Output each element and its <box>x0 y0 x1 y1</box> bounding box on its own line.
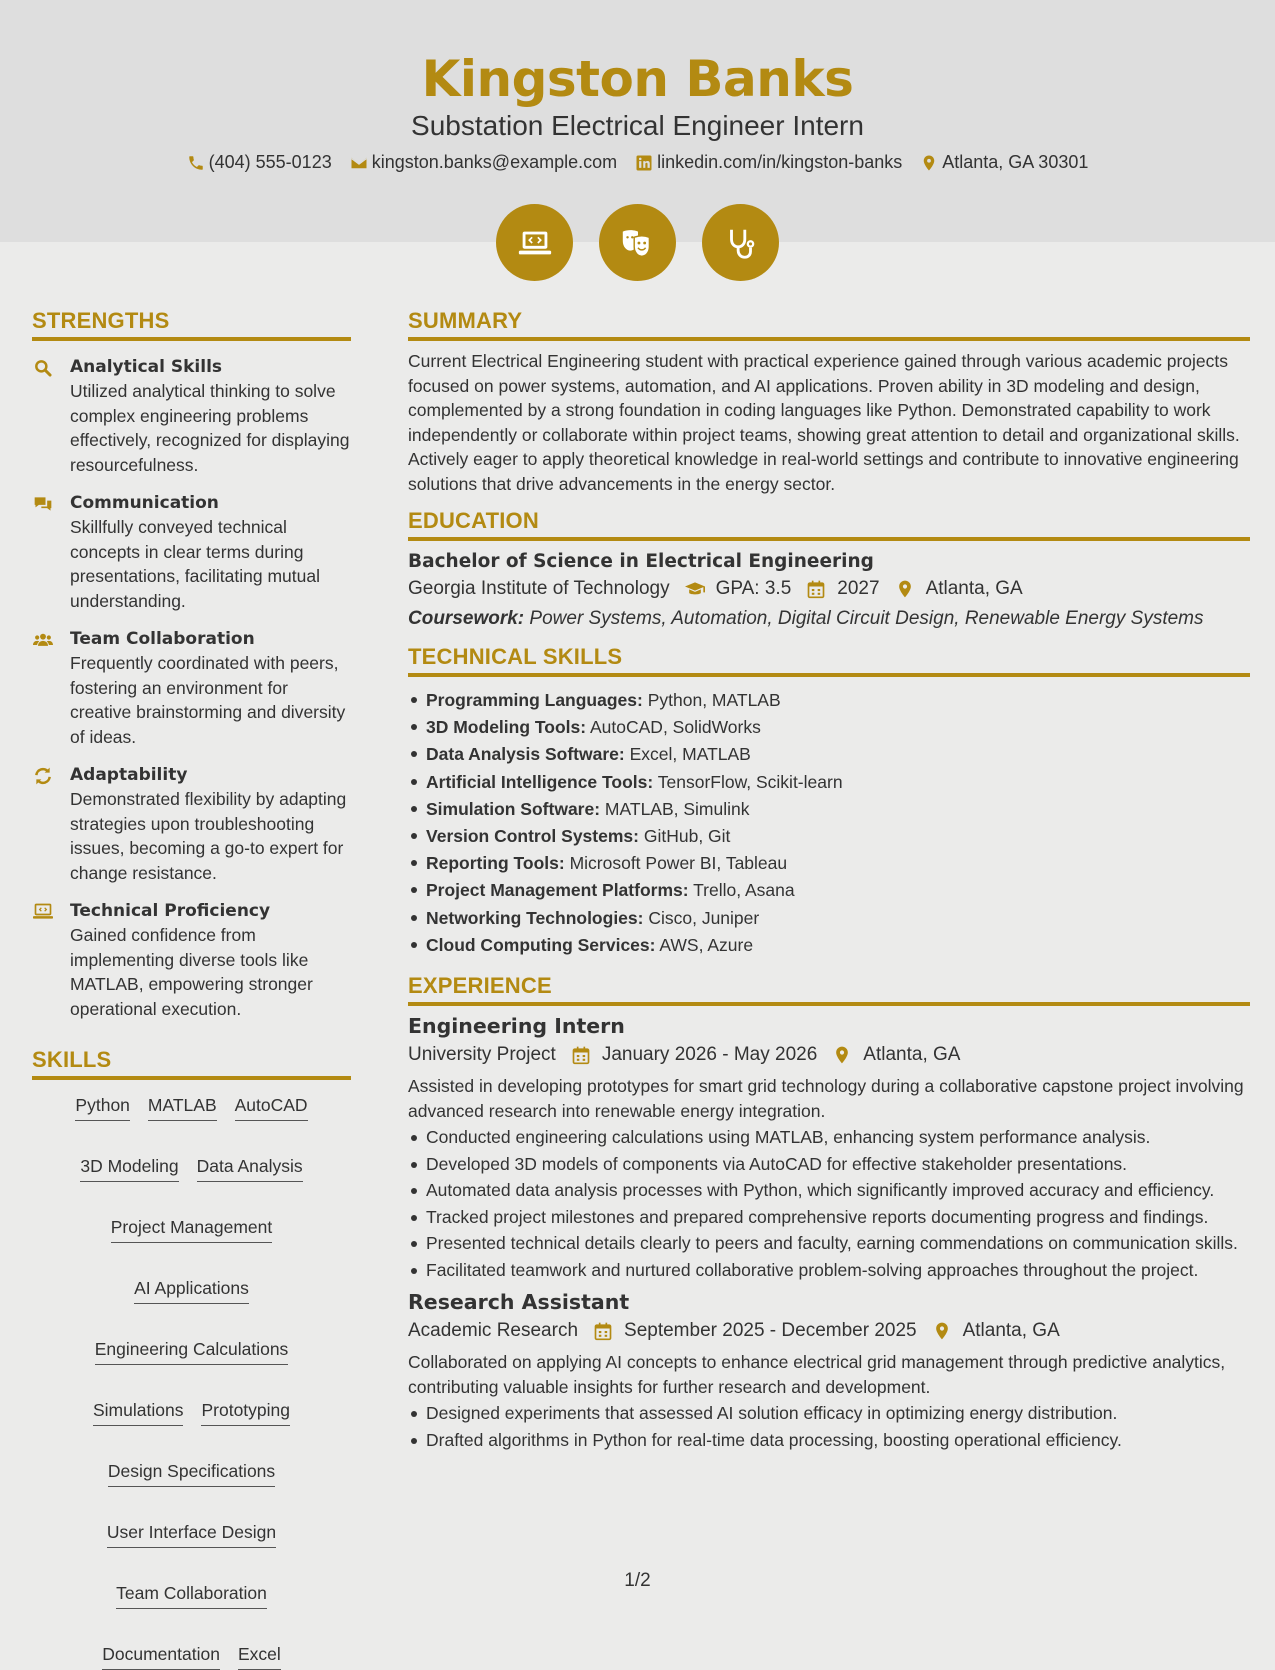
users-icon <box>32 630 54 650</box>
laptop-code-icon <box>516 224 554 262</box>
candidate-name: Kingston Banks <box>421 50 854 108</box>
list-item <box>408 687 1250 714</box>
location-text: Atlanta, GA 30301 <box>942 152 1089 172</box>
tech-label: 3D Modeling Tools: <box>426 717 587 738</box>
list-item: Presented technical details clearly to peers and faculty, earning commendations on communication skills. <box>408 1231 1250 1256</box>
skill-tag: Documentation <box>102 1643 220 1670</box>
skill-tag: 3D Modeling <box>80 1155 178 1182</box>
left-column <box>32 308 351 1670</box>
map-marker-icon <box>931 1321 953 1341</box>
job-location: Atlanta, GA <box>962 1320 1060 1342</box>
tech-label: Artificial Intelligence Tools: <box>426 771 654 792</box>
skill-tag: Team Collaboration <box>116 1582 267 1609</box>
search-icon <box>32 358 54 378</box>
skill-tag: AI Applications <box>134 1277 249 1304</box>
school-name: Georgia Institute of Technology <box>408 578 670 599</box>
education-meta <box>408 578 1250 600</box>
strength-desc: Skillfully conveyed technical concepts in clear terms during presentations, facilitating mutual understanding. <box>70 517 320 611</box>
tech-value: Cisco, Juniper <box>648 907 760 928</box>
coursework <box>408 608 1250 630</box>
calendar-icon <box>570 1045 592 1065</box>
list-item <box>408 877 1250 904</box>
education-heading: EDUCATION <box>408 508 1250 541</box>
theater-masks-icon <box>619 224 657 262</box>
tech-label: Cloud Computing Services: <box>426 934 656 955</box>
job-dates: September 2025 - December 2025 <box>624 1320 917 1342</box>
list-item: Conducted engineering calculations using MATLAB, enhancing system performance analysis. <box>408 1125 1250 1150</box>
strength-title: Analytical Skills <box>70 357 223 377</box>
map-marker-icon <box>894 579 916 599</box>
job-location: Atlanta, GA <box>863 1044 961 1066</box>
summary-heading: SUMMARY <box>408 308 1250 341</box>
job-description: Collaborated on applying AI concepts to enhance electrical grid management through predictive analytics, contributing valuable insights for further research and development. <box>408 1352 1226 1397</box>
sync-icon <box>32 766 54 786</box>
phone-text: (404) 555-0123 <box>208 152 332 172</box>
coursework-label: Coursework: <box>408 608 525 629</box>
list-item <box>408 823 1250 850</box>
strengths-heading: STRENGTHS <box>32 308 351 341</box>
list-item: Developed 3D models of components via AutoCAD for effective stakeholder presentations. <box>408 1152 1250 1177</box>
envelope-icon <box>350 154 368 172</box>
strength-item <box>32 763 351 885</box>
job-bullets <box>408 1125 1250 1282</box>
tech-label: Simulation Software: <box>426 798 601 819</box>
skill-tag: Engineering Calculations <box>95 1338 289 1365</box>
skill-tag: Prototyping <box>201 1399 290 1426</box>
skill-tag: User Interface Design <box>107 1521 276 1548</box>
job-description: Assisted in developing prototypes for smart grid technology during a collaborative capstone project involving advanced research into renewable energy integration. <box>408 1076 1244 1121</box>
technical-skills-heading: TECHNICAL SKILLS <box>408 644 1250 677</box>
education-location: Atlanta, GA <box>925 578 1023 599</box>
email-text: kingston.banks@example.com <box>371 152 618 172</box>
list-item: Tracked project milestones and prepared comprehensive reports documenting progress and findings. <box>408 1205 1250 1230</box>
technical-skills-list <box>408 687 1250 959</box>
grad-year: 2027 <box>837 578 880 599</box>
list-item <box>408 741 1250 768</box>
page-number: 1/2 <box>624 1570 651 1591</box>
skills-heading: SKILLS <box>32 1047 351 1080</box>
calendar-icon <box>592 1321 614 1341</box>
tech-label: Project Management Platforms: <box>426 880 689 901</box>
job-bullets <box>408 1401 1250 1452</box>
job-org: Academic Research <box>408 1320 579 1342</box>
list-item <box>408 850 1250 877</box>
summary-text: Current Electrical Engineering student with practical experience gained through various academic projects focused on power systems, automation, and AI applications. Proven ability in 3D modeling and design, complemented by a strong foundation in coding languages like Python. Demonstrated capability to work independently or collaborate within project teams, showing great attention to detail and organizational skills. Actively eager to apply theoretical knowledge in real-world settings and contribute to innovative engineering solutions that drive advancements in the energy sector. <box>408 351 1240 494</box>
contact-phone[interactable] <box>187 152 332 173</box>
strength-desc: Gained confidence from implementing diverse tools like MATLAB, empowering stronger operational execution. <box>70 925 313 1019</box>
tech-label: Programming Languages: <box>426 690 643 710</box>
linkedin-icon <box>635 154 653 172</box>
list-item: Drafted algorithms in Python for real-time data processing, boosting operational efficiency. <box>408 1428 1250 1453</box>
strength-desc: Utilized analytical thinking to solve complex engineering problems effectively, recognized for displaying resourcefulness. <box>70 381 350 475</box>
tech-value: Python, MATLAB <box>647 690 781 710</box>
strength-item <box>32 355 351 477</box>
list-item <box>408 769 1250 796</box>
skill-tag: AutoCAD <box>235 1094 308 1121</box>
degree-title: Bachelor of Science in Electrical Engineering <box>408 551 874 572</box>
strength-item <box>32 491 351 613</box>
linkedin-text: linkedin.com/in/kingston-banks <box>657 152 903 172</box>
candidate-title: Substation Electrical Engineer Intern <box>411 110 864 141</box>
stethoscope-badge <box>702 204 779 281</box>
map-marker-icon <box>831 1045 853 1065</box>
strength-title: Communication <box>70 493 219 513</box>
tech-value: Microsoft Power BI, Tableau <box>569 853 788 874</box>
list-item: Facilitated teamwork and nurtured collaborative problem-solving approaches throughout the project. <box>408 1258 1250 1283</box>
tech-value: MATLAB, Simulink <box>604 798 750 819</box>
map-marker-icon <box>920 154 938 172</box>
calendar-icon <box>805 579 827 599</box>
strength-item <box>32 899 351 1021</box>
skill-tag: Design Specifications <box>108 1460 275 1487</box>
comments-icon <box>32 494 54 514</box>
strength-desc: Demonstrated flexibility by adapting strategies upon troubleshooting issues, becoming a go-to expert for change resistance. <box>70 789 347 883</box>
job-entry <box>408 1014 1250 1282</box>
skill-tag: MATLAB <box>148 1094 217 1121</box>
laptop-code-badge <box>496 204 573 281</box>
tech-value: GitHub, Git <box>643 826 731 847</box>
skill-tag: Simulations <box>93 1399 183 1426</box>
strength-title: Technical Proficiency <box>70 901 271 921</box>
right-column <box>408 308 1250 1452</box>
tech-label: Networking Technologies: <box>426 907 644 928</box>
skill-tag: Data Analysis <box>197 1155 303 1182</box>
job-org: University Project <box>408 1044 556 1066</box>
stethoscope-icon <box>722 224 760 262</box>
badge-row <box>0 204 1275 281</box>
gpa-text: GPA: 3.5 <box>715 578 792 599</box>
strength-item <box>32 627 351 749</box>
skill-tag: Project Management <box>111 1216 272 1243</box>
theater-masks-badge <box>599 204 676 281</box>
strength-desc: Frequently coordinated with peers, fostering an environment for creative brainstorming and diversity of ideas. <box>70 653 346 747</box>
tech-label: Version Control Systems: <box>426 826 639 847</box>
tech-label: Reporting Tools: <box>426 853 565 874</box>
job-entry <box>408 1290 1250 1452</box>
list-item <box>408 796 1250 823</box>
job-dates: January 2026 - May 2026 <box>601 1044 818 1066</box>
job-meta <box>408 1044 1250 1066</box>
tech-value: AWS, Azure <box>659 934 754 955</box>
tech-label: Data Analysis Software: <box>426 744 625 765</box>
job-title: Engineering Intern <box>408 1014 625 1039</box>
contact-location <box>920 152 1088 173</box>
job-meta <box>408 1320 1250 1342</box>
tech-value: TensorFlow, Scikit-learn <box>657 771 843 792</box>
tech-value: Excel, MATLAB <box>629 744 751 765</box>
job-title: Research Assistant <box>408 1290 630 1315</box>
tech-value: Trello, Asana <box>693 880 795 901</box>
experience-heading: EXPERIENCE <box>408 973 1250 1006</box>
skill-tag: Python <box>75 1094 129 1121</box>
list-item: Automated data analysis processes with Python, which significantly improved accuracy and efficiency. <box>408 1178 1250 1203</box>
contact-linkedin[interactable] <box>635 152 902 173</box>
strength-title: Team Collaboration <box>70 629 255 649</box>
list-item: Designed experiments that assessed AI solution efficacy in optimizing energy distribution. <box>408 1401 1250 1426</box>
graduation-cap-icon <box>684 579 706 599</box>
phone-icon <box>187 154 205 172</box>
strength-title: Adaptability <box>70 765 188 785</box>
contact-bar <box>0 152 1275 173</box>
coursework-list: Power Systems, Automation, Digital Circuit Design, Renewable Energy Systems <box>529 608 1204 629</box>
tech-value: AutoCAD, SolidWorks <box>590 717 761 738</box>
list-item <box>408 714 1250 741</box>
laptop-code-icon <box>32 902 54 922</box>
skill-tag: Excel <box>238 1643 281 1670</box>
list-item <box>408 932 1250 959</box>
contact-email[interactable] <box>350 152 617 173</box>
list-item <box>408 905 1250 932</box>
